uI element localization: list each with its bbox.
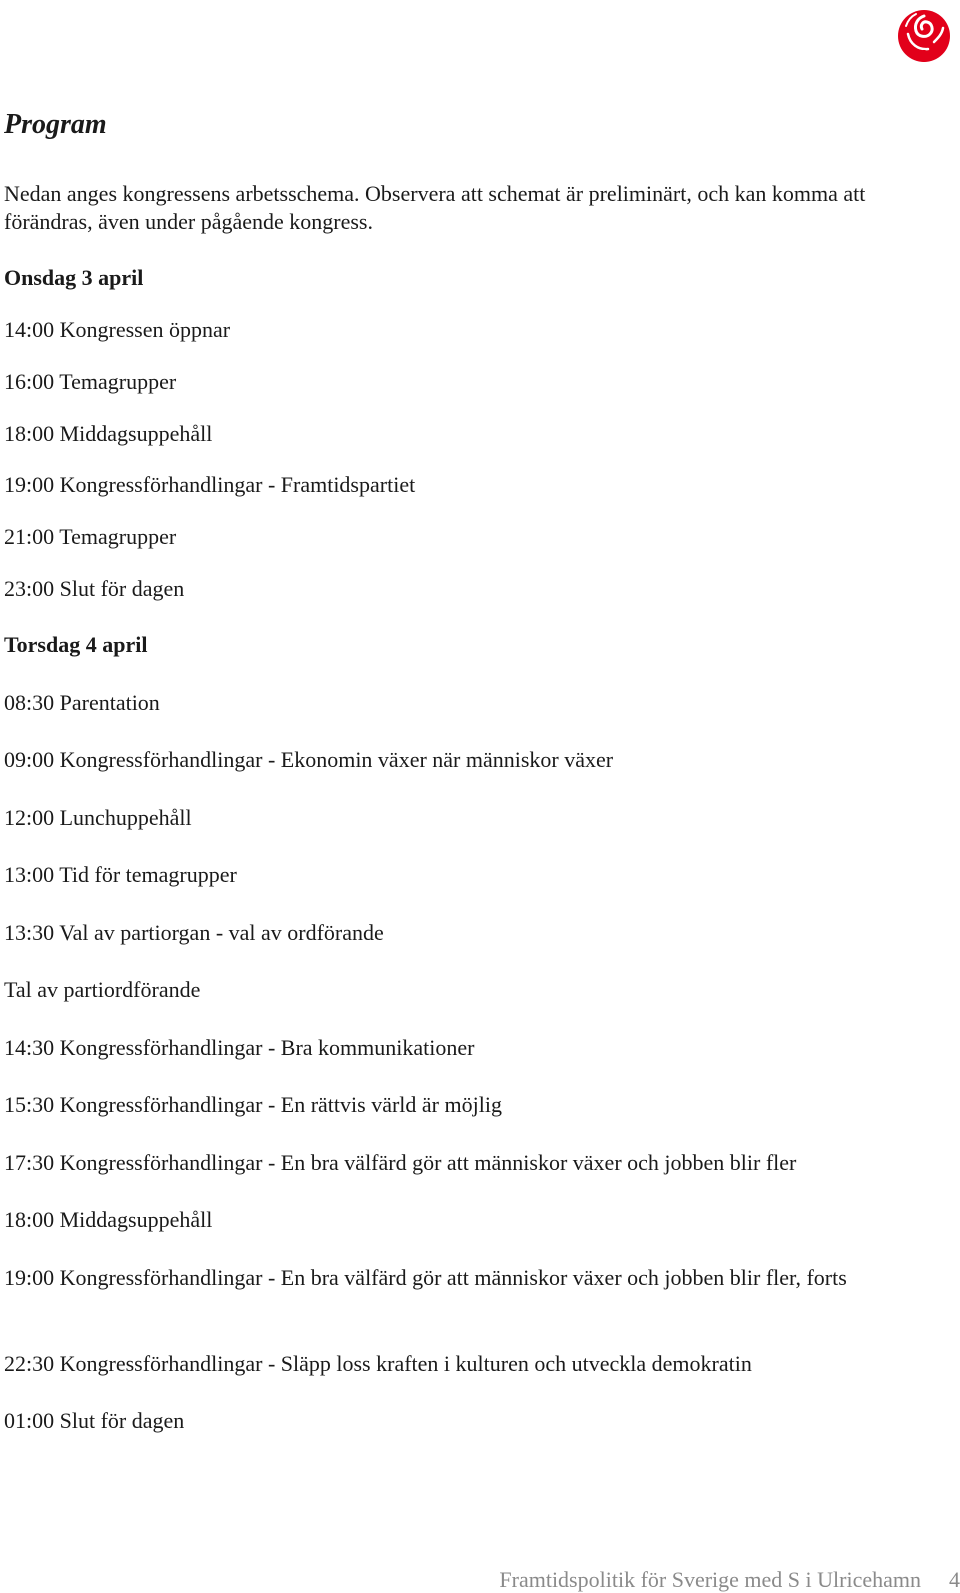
schedule-item: 19:00 Kongressförhandlingar - En bra välfärd gör att människor växer och jobben blir fler, forts [4, 1265, 847, 1290]
intro-text: Nedan anges kongressens arbetsschema. Observera att schemat är preliminärt, och kan komma att förändras, även under pågående kongress. [4, 181, 866, 234]
schedule-item: Tal av partiordförande [4, 977, 201, 1002]
day-heading: Torsdag 4 april [4, 632, 148, 657]
footer-text: Framtidspolitik för Sverige med S i Ulricehamn [499, 1567, 921, 1592]
schedule-item: 13:30 Val av partiorgan - val av ordförande [4, 920, 384, 945]
schedule-item: 22:30 Kongressförhandlingar - Släpp loss kraften i kulturen och utveckla demokratin [4, 1351, 752, 1376]
schedule-item: 23:00 Slut för dagen [4, 576, 185, 601]
schedule-item: 01:00 Slut för dagen [4, 1408, 185, 1433]
schedule-item: 15:30 Kongressförhandlingar - En rättvis värld är möjlig [4, 1092, 502, 1117]
schedule-item: 19:00 Kongressförhandlingar - Framtidspartiet [4, 472, 416, 497]
page-title: Program [4, 109, 107, 140]
schedule-item: 09:00 Kongressförhandlingar - Ekonomin växer när människor växer [4, 747, 614, 772]
schedule-item: 16:00 Temagrupper [4, 369, 177, 394]
schedule-item: 08:30 Parentation [4, 690, 160, 715]
schedule-item: 14:00 Kongressen öppnar [4, 317, 231, 342]
page-footer [499, 1567, 960, 1593]
rose-logo-icon [894, 4, 954, 66]
day-heading: Onsdag 3 april [4, 265, 144, 290]
schedule-item: 13:00 Tid för temagrupper [4, 862, 237, 887]
schedule-item: 12:00 Lunchuppehåll [4, 805, 192, 830]
schedule-item: 21:00 Temagrupper [4, 524, 177, 549]
schedule-item: 17:30 Kongressförhandlingar - En bra välfärd gör att människor växer och jobben blir fler [4, 1150, 797, 1175]
schedule-item: 18:00 Middagsuppehåll [4, 421, 213, 446]
schedule-item: 18:00 Middagsuppehåll [4, 1207, 213, 1232]
schedule-item: 14:30 Kongressförhandlingar - Bra kommunikationer [4, 1035, 475, 1060]
page-number: 4 [949, 1567, 960, 1592]
